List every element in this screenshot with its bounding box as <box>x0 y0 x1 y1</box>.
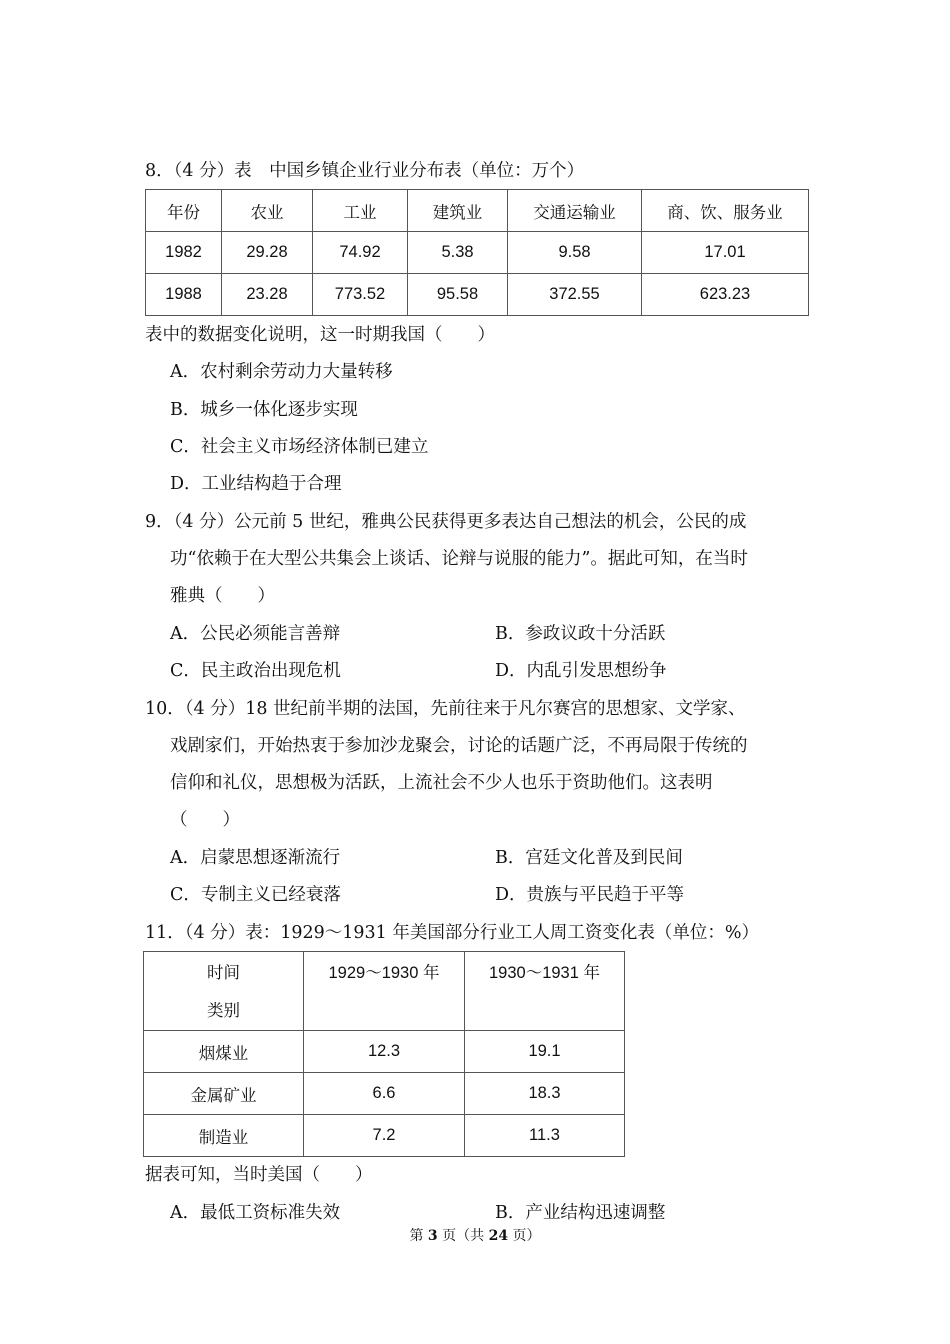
col2-label: 1930～1931 年 <box>489 964 600 982</box>
q10-stem-line-2: 戏剧家们，开始热衷于参加沙龙聚会，讨论的话题广泛，不再局限于传统的 <box>170 736 748 756</box>
page-total: 24 <box>488 1228 509 1244</box>
table-cell: 9.58 <box>508 232 642 274</box>
q11-option-b[interactable]: B．产业结构迅速调整 <box>495 1203 666 1223</box>
footer-prefix: 第 <box>409 1228 428 1244</box>
q11-table <box>143 951 625 1157</box>
q10-stem-line-4: （ ） <box>170 810 240 830</box>
q10-option-d[interactable]: D．贵族与平民趋于平等 <box>495 885 685 905</box>
table-header-cell: 商、饮、服务业 <box>642 190 809 232</box>
table-header-row <box>146 190 809 232</box>
corner-top-label: 时间 <box>207 964 240 982</box>
table-cell: 23.28 <box>222 274 313 316</box>
table-row <box>144 1073 625 1115</box>
table-cell: 金属矿业 <box>144 1073 304 1115</box>
q8-question: 表中的数据变化说明，这一时期我国（ ） <box>145 325 495 345</box>
table-cell: 1988 <box>146 274 222 316</box>
table-header-cell: 年份 <box>146 190 222 232</box>
table-header-cell: 农业 <box>222 190 313 232</box>
table-cell: 19.1 <box>465 1031 625 1073</box>
page-footer <box>0 1226 950 1246</box>
q9-stem-line-3: 雅典（ ） <box>170 586 275 606</box>
table-cell: 29.28 <box>222 232 313 274</box>
table-cell: 制造业 <box>144 1115 304 1157</box>
q8-table <box>145 189 809 316</box>
footer-middle: 页（共 <box>437 1228 489 1244</box>
q11-option-a[interactable]: A．最低工资标准失效 <box>170 1203 341 1223</box>
table-row <box>144 1031 625 1073</box>
table-header-cell <box>465 952 625 1031</box>
table-row <box>146 232 809 274</box>
table-cell: 1982 <box>146 232 222 274</box>
q10-option-a[interactable]: A．启蒙思想逐渐流行 <box>170 848 341 868</box>
table-cell: 5.38 <box>408 232 508 274</box>
q10-option-b[interactable]: B．宫廷文化普及到民间 <box>495 848 683 868</box>
q8-stem: 8．（4 分）表 中国乡镇企业行业分布表（单位：万个） <box>145 161 585 181</box>
table-header-cell: 建筑业 <box>408 190 508 232</box>
table-cell: 11.3 <box>465 1115 625 1157</box>
table-cell: 烟煤业 <box>144 1031 304 1073</box>
q11-question: 据表可知，当时美国（ ） <box>145 1165 373 1185</box>
table-cell: 95.58 <box>408 274 508 316</box>
q9-stem-line-2: 功“依赖于在大型公共集会上谈话、论辩与说服的能力”。据此可知，在当时 <box>170 549 748 569</box>
table-header-cell <box>304 952 465 1031</box>
table-cell: 623.23 <box>642 274 809 316</box>
q8-option-b[interactable]: B．城乡一体化逐步实现 <box>170 400 358 420</box>
table-header-row <box>144 952 625 1031</box>
table-cell: 773.52 <box>313 274 408 316</box>
q11-stem: 11．（4 分）表：1929～1931 年美国部分行业工人周工资变化表（单位：%） <box>145 923 759 943</box>
q8-option-a[interactable]: A．农村剩余劳动力大量转移 <box>170 362 393 382</box>
table-header-cell: 工业 <box>313 190 408 232</box>
table-cell: 6.6 <box>304 1073 465 1115</box>
q10-stem-line-1: 10．（4 分）18 世纪前半期的法国，先前往来于凡尔赛宫的思想家、文学家、 <box>145 699 746 719</box>
q9-option-a[interactable]: A．公民必须能言善辩 <box>170 624 341 644</box>
q10-stem-line-3: 信仰和礼仪，思想极为活跃，上流社会不少人也乐于资助他们。这表明 <box>170 773 713 793</box>
table-row <box>146 274 809 316</box>
table-header-cell: 交通运输业 <box>508 190 642 232</box>
q9-option-b[interactable]: B．参政议政十分活跃 <box>495 624 666 644</box>
q9-stem-line-1: 9．（4 分）公元前 5 世纪，雅典公民获得更多表达自己想法的机会，公民的成 <box>145 512 747 532</box>
corner-bottom-label: 类别 <box>207 1002 240 1020</box>
table-cell: 7.2 <box>304 1115 465 1157</box>
q8-option-d[interactable]: D．工业结构趋于合理 <box>170 474 342 494</box>
table-cell: 12.3 <box>304 1031 465 1073</box>
table-corner-cell <box>144 952 304 1031</box>
q9-option-c[interactable]: C．民主政治出现危机 <box>170 661 341 681</box>
table-cell: 74.92 <box>313 232 408 274</box>
table-cell: 17.01 <box>642 232 809 274</box>
footer-suffix: 页） <box>508 1228 541 1244</box>
q8-option-c[interactable]: C．社会主义市场经济体制已建立 <box>170 437 429 457</box>
q10-option-c[interactable]: C．专制主义已经衰落 <box>170 885 341 905</box>
table-cell: 18.3 <box>465 1073 625 1115</box>
col1-label: 1929～1930 年 <box>328 964 440 982</box>
page-number: 3 <box>427 1228 438 1244</box>
q9-option-d[interactable]: D．内乱引发思想纷争 <box>495 661 667 681</box>
table-row <box>144 1115 625 1157</box>
table-cell: 372.55 <box>508 274 642 316</box>
